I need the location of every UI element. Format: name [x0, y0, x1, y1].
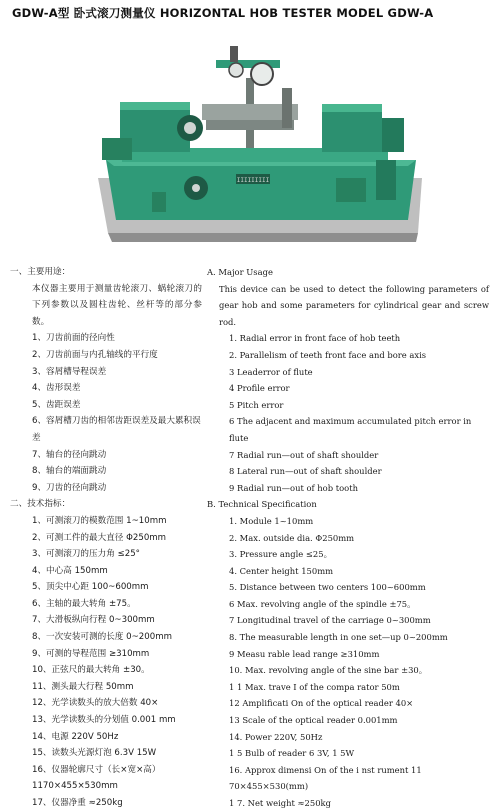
- list-item: 6、主轴的最大转角 ±75。: [32, 598, 136, 609]
- page-title: GDW-A型 卧式滚刀测量仪 HORIZONTAL HOB TESTER MODEL GDW-A: [12, 6, 434, 20]
- list-item: 4. Center height 150mm: [229, 565, 334, 576]
- list-item: 16、仪器轮廓尺寸（长×宽×高）1170×455×530mm: [32, 764, 161, 792]
- list-item: 4、齿形误差: [32, 383, 81, 394]
- list-item: 5、顶尖中心距 100~600mm: [32, 582, 149, 593]
- list-item: 1、可测滚刀的模数范围 1~10mm: [32, 515, 167, 526]
- list-item: 6、容屑槽刀齿的相邻齿距误差及最大累积误差: [32, 416, 201, 443]
- list-item: 17、仪器净重 ≈250kg: [32, 798, 123, 808]
- list-item: 5 Pitch error: [229, 399, 284, 410]
- usage-heading-cn: 一、主要用途：: [10, 267, 71, 277]
- list-item: 7 Longitudinal travel of the carriage 0~300mm: [229, 615, 431, 626]
- list-item: 10. Max. revolving angle of the sine bar ±30。: [229, 665, 428, 676]
- list-item: 3、容屑槽导程误差: [32, 366, 107, 377]
- list-item: 9 Measu rable lead range ≥310mm: [229, 648, 380, 659]
- list-item: 16. Approx dimensi On of the i nst rument 11 70×455×530(mm): [229, 764, 422, 792]
- list-item: 8、轴台的端面跳动: [32, 466, 107, 477]
- list-item: 9、刀齿的径向跳动: [32, 482, 107, 493]
- usage-heading-en: A. Major Usage: [207, 267, 273, 277]
- list-item: 12、光学读数头的放大倍数 40×: [32, 698, 159, 709]
- list-item: 1. Radial error in front face of hob teeth: [229, 333, 401, 344]
- list-item: 9 Radial run—out of hob tooth: [229, 482, 358, 493]
- list-item: 1、刀齿前面的径向性: [32, 333, 115, 344]
- spec-heading-en: B. Technical Specification: [207, 499, 317, 510]
- list-item: 5、齿距误差: [32, 399, 81, 410]
- usage-paragraph-cn: 本仪器主要用于测量齿轮滚刀、蜗轮滚刀的下列参数以及圆柱齿轮、丝杆等的部分参数。: [32, 283, 202, 327]
- list-item: 1. Module 1~10mm: [229, 515, 314, 526]
- usage-list-en: [207, 330, 489, 496]
- list-item: 15、读数头光源灯泡 6.3V 15W: [32, 748, 157, 759]
- list-item: 2. Parallelism of teeth front face and bore axis: [229, 349, 427, 360]
- list-item: 8. The measurable length in one set—up 0~200mm: [229, 632, 448, 643]
- list-item: 4、中心高 150mm: [32, 565, 108, 576]
- list-item: 6 Max. revolving angle of the spindle ±75。: [229, 598, 416, 609]
- list-item: 12 Amplificati On of the optical reader 40×: [229, 698, 414, 709]
- spec-list-cn: [10, 513, 202, 812]
- spec-heading-cn: 二、技术指标：: [10, 499, 71, 510]
- list-item: 2、可测工件的最大直径 Φ250mm: [32, 532, 167, 543]
- usage-list-cn: [10, 330, 202, 496]
- list-item: 1 5 Bulb of reader 6 3V, 1 5W: [229, 748, 355, 759]
- list-item: 4 Profile error: [229, 383, 290, 394]
- list-item: 6 The adjacent and maximum accumulated pitch error in flute: [229, 416, 472, 443]
- chinese-column: [10, 264, 202, 812]
- list-item: 1 1 Max. trave I of the compa rator 50m: [229, 681, 400, 692]
- list-item: 3、可测滚刀的压力角 ≤25°: [32, 549, 140, 560]
- list-item: 2、刀齿前面与内孔轴线的平行度: [32, 349, 158, 360]
- label-plate: IIIIIIIII: [236, 177, 270, 184]
- list-item: 14、电源 220V 50Hz: [32, 731, 119, 742]
- list-item: 13 Scale of the optical reader 0.001mm: [229, 715, 398, 726]
- list-item: 7、大滑板纵向行程 0~300mm: [32, 615, 155, 626]
- list-item: 9、可测的导程范围 ≥310mm: [32, 648, 150, 659]
- list-item: 8 Lateral run—out of shaft shoulder: [229, 466, 382, 477]
- list-item: 1 7. Net weight ≈250kg: [229, 798, 331, 808]
- list-item: 13、光学读数头的分划值 0.001 mm: [32, 715, 176, 726]
- list-item: 11、测头最大行程 50mm: [32, 681, 134, 692]
- list-item: 5. Distance between two centers 100~600mm: [229, 582, 426, 593]
- list-item: 7 Radial run—out of shaft shoulder: [229, 449, 379, 460]
- list-item: 3 Leaderror of flute: [229, 366, 313, 377]
- list-item: 14. Power 220V, 50Hz: [229, 731, 323, 742]
- english-column: [207, 264, 489, 812]
- usage-paragraph-en: This device can be used to detect the following parameters of gear hob and some parameters for cylindrical gear and screw rod.: [219, 283, 489, 327]
- list-item: 8、一次安装可测的长度 0~200mm: [32, 632, 172, 643]
- list-item: 3. Pressure angle ≤25。: [229, 549, 332, 560]
- hob-tester-photo: [86, 28, 434, 260]
- list-item: 2. Max. outside dia. Φ250mm: [229, 532, 355, 543]
- list-item: 7、轴台的径向跳动: [32, 449, 107, 460]
- list-item: 10、正弦尺的最大转角 ±30。: [32, 665, 150, 676]
- spec-list-en: [207, 513, 489, 812]
